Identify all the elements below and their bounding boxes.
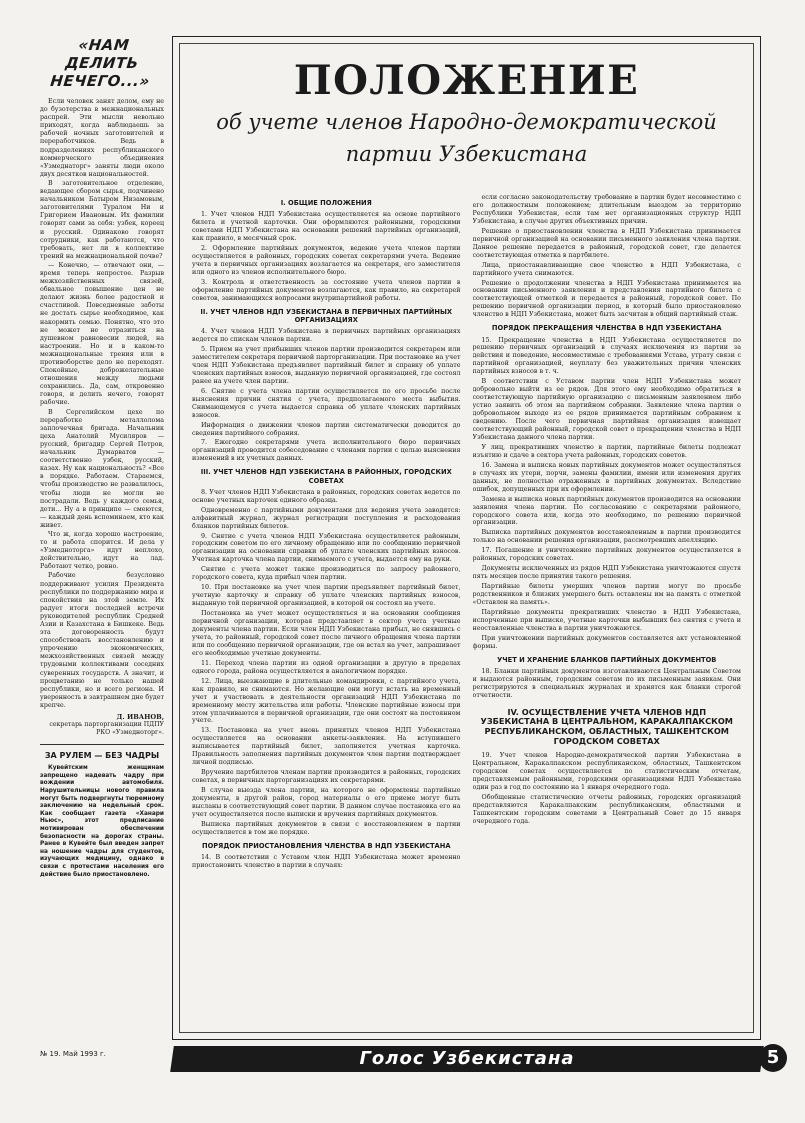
article-paragraph: 5. Прием на учет прибывших членов партии производится секретарем или заместителем секретаря первичной парторганизации. При постановке на учет член НДП Узбекистана предъявляет партийный билет и справку об уплате членских партийных взносов, выданную первичной организацией, где состоял ранее на учете член партии. (192, 346, 461, 385)
sidebar-heading: «НАМ ДЕЛИТЬ НЕЧЕГО...» (49, 36, 151, 90)
article-paragraph: 1. Учет членов НДП Узбекистана осуществляется на основе партийного билета и учетной карточки. Они оформляются районными, городскими советами НДП Узбекистана на основании решений партийных организаций, как правило, в месячный срок. (192, 211, 461, 243)
section-heading: ПОРЯДОК ПРИОСТАНОВЛЕНИЯ ЧЛЕНСТВА В НДП УЗБЕКИСТАНА (201, 841, 451, 850)
article-paragraph: Документы исключенных из рядов НДП Узбекистана уничтожаются спустя пять месяцев после принятия такого решения. (472, 565, 741, 581)
article-paragraph: Выписка партийных документов в связи с восстановлением в партии осуществляется в том же порядке. (192, 820, 461, 836)
section-heading: УЧЕТ И ХРАНЕНИЕ БЛАНКОВ ПАРТИЙНЫХ ДОКУМЕНТОВ (497, 655, 717, 664)
article-title-block (180, 58, 753, 170)
article-paragraph: Вручение партбилетов членам партии производится в районных, городских советах, в первичных парторганизациях их секретарями. (192, 769, 461, 785)
article-subtitle: об учете членов Народно-демократической партии Узбекистана (216, 110, 717, 166)
article-paragraph: 6. Снятие с учета члена партии осуществляется по его просьбе после выяснения причин снятия с учета, предполагаемого места выбытия. Снимающемуся с учета выдается справка об уплате членских партийных взносов. (192, 387, 461, 419)
sidebar-note-text: Кувейтским женщинам запрещено надевать чадру при вождении автомобиля. Нарушительницы нового правила могут быть подвергнуты тюремному заключению на недельный срок. Как сообщает газета «Ханари Ньюс», этот предписание мотивирован обеспечении безопасности на дорогах страны. Ранее в Кувейте был введен запрет на ношение чадры для студентов, изучающих медицину, однако в связи с протестами населения его действие было приостановлено. (40, 765, 164, 878)
article-paragraph: Выписка партийных документов восстановленным в партии производится только на основании решения организации, рассмотревших апелляцию. (472, 529, 741, 545)
article-paragraph: Одновременно с партийными документами для ведения учета заводятся: алфавитный журнал, журнал регистрации поступления и расходования бланков партийных билетов. (192, 506, 461, 530)
article-paragraph: 16. Замена и выписка новых партийных документов может осуществляться в случаях их утери, порчи, замены фамилии, имени или изменения других данных, не полностью отраженных в партийных документах. Вследствие ошибок, допущенных при их оформлении. (472, 461, 741, 493)
article-column-right (473, 194, 742, 1028)
newspaper-name: Голос Узбекистана (359, 1048, 575, 1069)
article-paragraph: 14. В соответствии с Уставом член НДП Узбекистана может временно приостановить членство в партии в случаях: (192, 854, 461, 869)
page-number: 5 (759, 1044, 787, 1072)
article-paragraph: 8. Учет членов НДП Узбекистана в районных, городских советах ведется по основе учетных карточек единого образца. (192, 488, 461, 504)
article-paragraph: При уничтожении партийных документов составляется акт установленной формы. (472, 634, 741, 650)
article-paragraph: В соответствии с Уставом партии член НДП Узбекистана может добровольно выйти из ее рядов. Для этого ему необходимо обратиться в соответствующую партийную организацию с письменным заявлением либо устно заявить об этом на партийном собрании. Заявление члена партии о добровольном выходе из ее рядов принимается партийным собранием к сведению. После чего первичная партийная организация извещает соответствующий районный, городской совет о прекращении членства в НДП Узбекистана данного члена партии. (472, 378, 741, 441)
article-title: ПОЛОЖЕНИЕ (293, 57, 640, 104)
article-frame (172, 36, 761, 1040)
article-paragraph: Решение о приостановлении членства в НДП Узбекистана принимается первичной организацией на основании письменного заявления члена партии. Данное решение передается в районный, городской совет, где делается соответствующая отметка в партбилете. (472, 227, 741, 259)
article-paragraph: 11. Переход члена партии из одной организации в другую в пределах одного города, района осуществляется в аналогичном порядке. (192, 659, 461, 675)
sidebar-signature-role: секретарь парторганизации ПДПУ РКО «Узмедноторг». (49, 721, 164, 736)
section-heading: ПОРЯДОК ПРЕКРАЩЕНИЯ ЧЛЕНСТВА В НДП УЗБЕКИСТАНА (491, 324, 722, 333)
article-paragraph: В случае выезда члена партии, на которого не оформлены партийные документы, в другой район, город материалы о его приеме могут быть высланы в соответствующий совет партии. В данном случае постановка его на учет осуществляется после выписки и вручения партийных документов. (192, 787, 461, 818)
issue-info: № 19. Май 1993 г. (40, 1050, 106, 1058)
sidebar-paragraph: Что ж, когда хорошо настроение, то и работа спорится. И дела у «Узмедноторга» идут неплохо, действительно, идут на лад. Работают четко, ровно. (40, 530, 164, 571)
article-paragraph: 7. Ежегодно секретарями учета исполнительного бюро первичных организаций проводится собеседование с членами партии с целью выяснения изменений в их учетных данных. (192, 439, 461, 463)
article-paragraph: 2. Оформление партийных документов, ведение учета членов партии осуществляется в районных, городских советах секретарями учета. Ведение учета в первичных организациях возлагается на секретаря, его заместителя или одного из членов исполнительного бюро. (192, 245, 461, 276)
article-paragraph: Решение о продолжении членства в НДП Узбекистана принимается на основании письменного заявления и представления партийного билета с соответствующей отметкой и передается в районный, городской совет. По решению первичной организации период, в который было приостановлено членство в НДП Узбекистана, может быть засчитан в общий партийный стаж. (472, 279, 741, 319)
article-paragraph: 19. Учет членов Народно-демократической партии Узбекистана в Центральном, Каракалпакском республиканском, областных, Ташкентском городском советах осуществляется по статистическим отчетам, представляемым районными, городскими организациями НДП Узбекистана один раз в год по состоянию на 1 января очередного года. (472, 752, 741, 791)
article-paragraph: Обобщенные статистические отчеты районных, городских организаций представляются Каракалпакским республиканским, областными и Ташкентским городским советами в Центральный Совет до 15 января очередного года. (472, 793, 741, 825)
sidebar-divider (40, 744, 164, 745)
sidebar-column (40, 36, 164, 1036)
section-heading: I. ОБЩИЕ ПОЛОЖЕНИЯ (280, 199, 372, 207)
article-paragraph: 17. Погашение и уничтожение партийных документов осуществляется в районных, городских советах. (472, 547, 741, 563)
sidebar-paragraph: Если человек занят делом, ему не до бузотерства в межнациональных распрей. Эти мысли невольно приходят, когда наблюдаешь за рабочей ночных заготовителей и переработчиков. Ведь в подразделениях республиканского коммерческого объединения «Узмеднаторг» заняты люди около двух десятков национальностей. (40, 98, 164, 178)
sidebar-note-title: ЗА РУЛЕМ — БЕЗ ЧАДРЫ (44, 751, 160, 761)
article-paragraph: Замена и выписка новых партийных документов производится на основании заявления члена партии. По согласованию с секретарями районного, городского совета или, когда это необходимо, по решению первичной организации. (472, 495, 741, 527)
article-paragraph: Партийные документы прекративших членство в НДП Узбекистана, испорченные при выписке, учетные карточки выбывших без снятия с учета и неоставленные членства в партии уничтожаются. (472, 609, 741, 632)
article-paragraph: если согласно законодательству требование в партии будет несовместимо с его должностным положением; длительным выездом за территорию Республики Узбекистан, если там нет организационных структур НДП Узбекистана, в случае других объективных причин. (472, 194, 741, 225)
section-heading: II. УЧЕТ ЧЛЕНОВ НДП УЗБЕКИСТАНА В ПЕРВИЧНЫХ ПАРТИЙНЫХ ОРГАНИЗАЦИЯХ (200, 307, 453, 324)
sidebar-signature: Д. ИВАНОВ, (116, 713, 164, 722)
article-paragraph: 3. Контроль и ответственность за состояние учета членов партии в оформление партийных документов возлагаются, как правило, на секретарей советов, занимающихся вопросами внутрипартийной работы. (192, 278, 461, 302)
sidebar-paragraph: В заготовительное отделение, ведающее сбором сырья, подчинено начальником Батыром Низамовым, заготовителями Туралом Ни и Григорием Ивановым. Их фамилии говорят сами за себя: узбек, кореец и русский. Одинаково говорят сотрудники, как работаются, что требовать, нет ли в коллективе трений на межнациональной почве? (40, 179, 164, 260)
article-paragraph: Партийные билеты умерших членов партии могут по просьбе родственников и близких умершего быть оставлены им на память с отметкой «Оставлен на память». (472, 583, 741, 607)
section-heading: IV. ОСУЩЕСТВЛЕНИЕ УЧЕТА ЧЛЕНОВ НДП УЗБЕКИСТАНА В ЦЕНТРАЛЬНОМ, КАРАКАЛПАКСКОМ РЕСПУБЛИКАНСКОМ, ОБЛАСТНЫХ, ТАШКЕНТСКОМ ГОРОДСКОМ СОВЕТАХ (480, 706, 733, 746)
sidebar-body (40, 98, 164, 710)
sidebar-paragraph: — Конечно, — отвечают они, — время теперь непростое. Разрыв межхозяйственных связей, обвальное повышение цен не делают жизнь более радостной и счастливой. Повседневные заботы не достать сырье необходимое, как накормить семью. Понятно, что это не может не отразиться на душевном равновесии людей, на настроении. Но и в каком-то межнациональные трения или в противоборстве дело не переходят. Спокойные, доброжелательные отношения между людьми сохранились. Да, сам, откровенно говоря, и делить нечего, говорят рабочие. (40, 261, 164, 407)
article-column-left (192, 194, 461, 1028)
article-paragraph: У лиц, прекративших членство в партии, партийные билеты подлежат изъятию и сдаче в сектора учета районных, городских советов. (472, 443, 741, 459)
article-paragraph: 13. Постановка на учет вновь принятых членов НДП Узбекистана осуществляется на основании анкеты-заявления. На вступившего выписывается партийный билет, заполняется учетная карточка. Правильность заполнения партийных документов член партии подтверждает личной подписью. (192, 727, 461, 767)
article-paragraph: 9. Снятие с учета членов НДП Узбекистана осуществляется районным, городским советом по его личному обращению или по сообщению первичной организации на основании справки об уплате членских партийных взносов. Учетная карточка члена партии, снимаемого с учета, выдается ему на руки. (192, 532, 461, 564)
article-inner-frame (179, 43, 754, 1033)
section-heading: III. УЧЕТ ЧЛЕНОВ НДП УЗБЕКИСТАНА В РАЙОННЫХ, ГОРОДСКИХ СОВЕТАХ (200, 468, 452, 485)
article-paragraph: 4. Учет членов НДП Узбекистана в первичных партийных организациях ведется по спискам членов партии. (192, 328, 461, 344)
article-paragraph: 10. При постановке на учет член партии предъявляет партийный билет, учетную карточку и справку об уплате членских партийных взносов, выданную той первичной организацией, в которой он состоял на учете. (192, 584, 461, 608)
article-paragraph: Постановка на учет может осуществляться и на основании сообщения первичной организации, которая представляет в сектор учета учетные документы члена партии. Если член НДП Узбекистана прибыл, не снявшись с учета, то районный, городской совет после личного обращения члена партии или по сообщению первичной организации, где он встал на учет, запрашивает его необходимые учетные документы. (192, 610, 461, 657)
article-columns (192, 194, 741, 1028)
article-paragraph: Снятие с учета может также производиться по запросу районного, городского совета, куда прибыл член партии. (192, 566, 461, 582)
article-paragraph: 18. Бланки партийных документов изготавливаются Центральным Советом и выдаются районным, городским советам по их письменным заявкам. Они регистрируются в специальных журналах и хранятся как бланки строгой отчетности. (472, 667, 741, 699)
sidebar-paragraph: В Сергелийском цехе по переработке металлолома заплочечная бригада. Начальник цеха Анатолий Мусиляров — русский, бригадир Сергей Петров, начальник Думарватов — соответственно узбек, русский, казах. Ну как национальность? «Все в порядке. Работаем. Стараемся, чтобы производство не развалилось, чтобы люди не могли не пострадали. Ведь у каждого семья, дети... Ну а в принципе — смеются, — каждый день вспоминаем, кто как живет. (40, 408, 164, 529)
article-paragraph: 15. Прекращение членства в НДП Узбекистана осуществляется по решению первичных организаций в случаях исключения из партии за действия и поведение, несовместимые с требованиями Устава, утрату связи с партийной организацией, неуплату без уважительных причин членских партийных взносов в т. ч. (472, 336, 741, 376)
sidebar-paragraph: Рабочие безусловно поддерживают усилия Президента республики по поддержанию мира и спокойствия на этой земле. Их радует итоги последней встречи руководителей республик Средней Азии и Казахстана в Бишкеке. Ведь эта договоренность будут способствовать восстановлению и упрочению экономических, межхозяйственных связей между трудовыми коллективами соседних суверенных государств. А значит, и процветанию не только нашей республики, но и всего региона. И уверенность в завтрашнем дне будет крепче. (40, 572, 164, 709)
article-paragraph: Информация о движении членов партии систематически доводится до сведения партийного собрания. (192, 421, 461, 437)
article-paragraph: 12. Лица, выезжающие в длительные командировки, с партийного учета, как правило, не снимаются. Но желающие они могут встать на временный учет и участвовать в деятельности организаций НДП Узбекистана по временному месту жительства или работы. Членские партийные взносы при этом уплачиваются в первичной организации, где они состоят на постоянном учете. (192, 677, 461, 725)
article-paragraph: Лица, приостанавливающие свое членство в НДП Узбекистана, с партийного учета снимаются. (472, 261, 741, 277)
page-footer (40, 1046, 785, 1082)
